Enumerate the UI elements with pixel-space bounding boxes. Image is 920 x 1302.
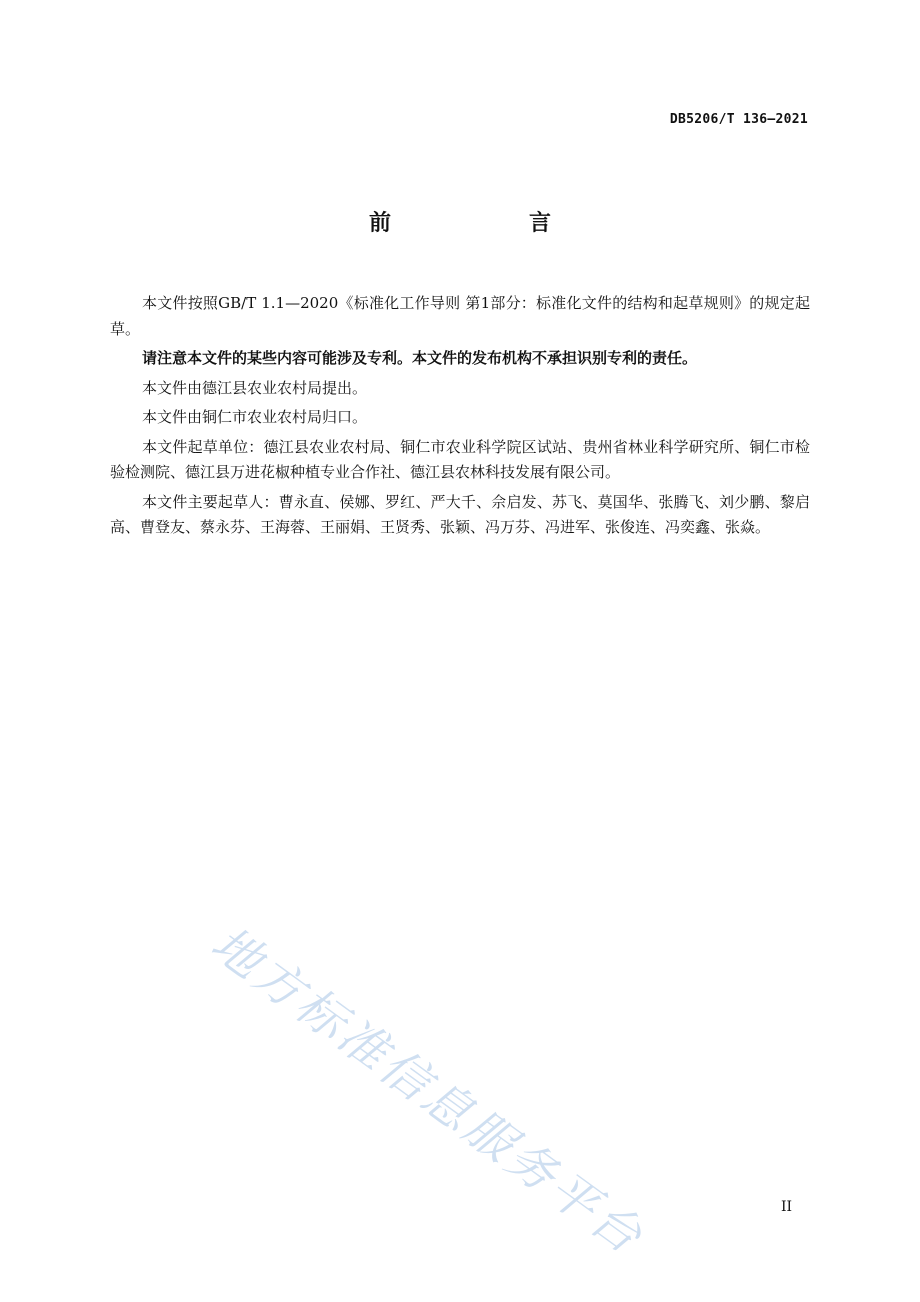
page-number: II xyxy=(780,1199,792,1215)
document-body xyxy=(110,291,810,545)
paragraph-proposed-by: 本文件由德江县农业农村局提出。 xyxy=(142,378,368,397)
watermark: 地方标准信息服务平台 xyxy=(200,915,655,1267)
paragraph-drafters: 本文件主要起草人：曹永直、侯娜、罗红、严大千、佘启发、苏飞、莫国华、张腾飞、刘少鹏、黎启高、曹登友、蔡永芬、王海蓉、王丽娟、王贤秀、张颖、冯万芬、冯进军、张俊连、冯奕鑫、张焱。 xyxy=(110,492,810,536)
document-code: DB5206/T 136—2021 xyxy=(669,112,808,127)
paragraph-drafting-units: 本文件起草单位：德江县农业农村局、铜仁市农业科学院区试站、贵州省林业科学研究所、铜仁市检验检测院、德江县万进花椒种植专业合作社、德江县农林科技发展有限公司。 xyxy=(110,437,810,481)
paragraph-patent-notice: 请注意本文件的某些内容可能涉及专利。本文件的发布机构不承担识别专利的责任。 xyxy=(142,349,698,367)
paragraph-drafting-basis: 本文件按照GB/T 1.1—2020《标准化工作导则 第1部分：标准化文件的结构和起草规则》的规定起草。 xyxy=(110,294,810,338)
page-title: 前 言 xyxy=(368,211,609,236)
paragraph-administered-by: 本文件由铜仁市农业农村局归口。 xyxy=(142,408,368,426)
